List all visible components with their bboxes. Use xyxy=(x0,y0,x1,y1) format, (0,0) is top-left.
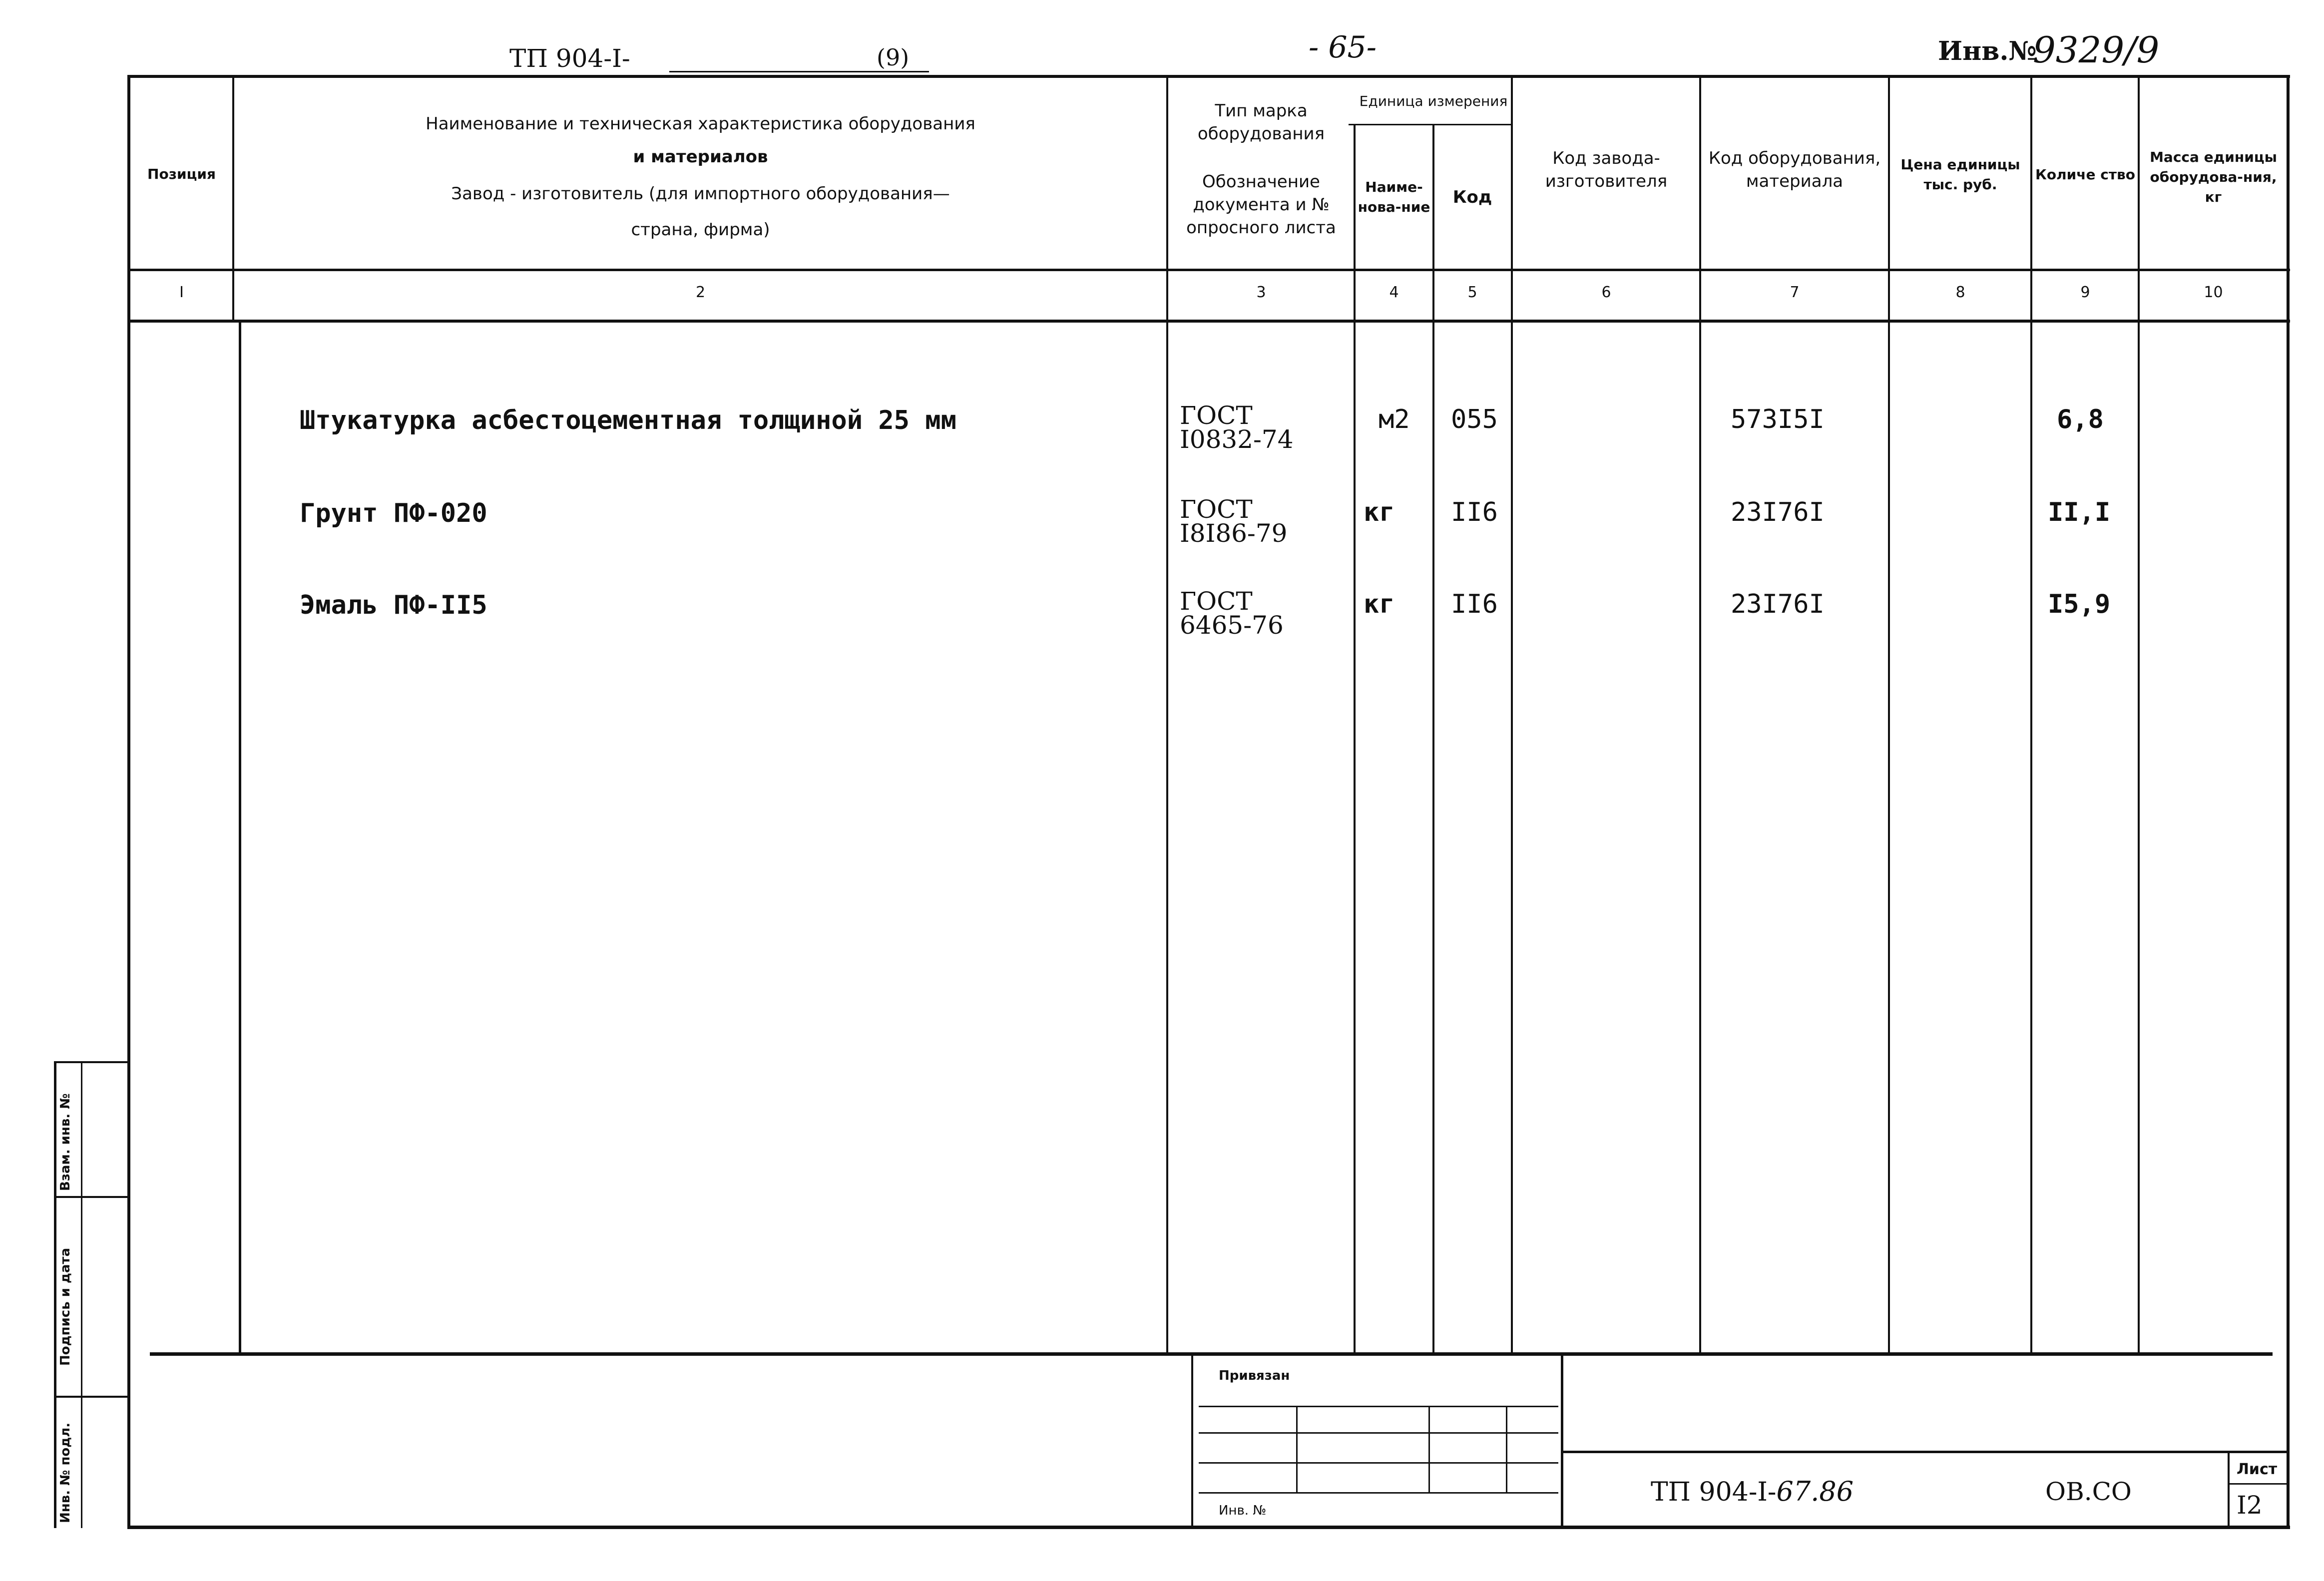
col-divider-4 xyxy=(1432,124,1434,1353)
header-name-line3: Завод - изготовитель (для импортного оборудования— xyxy=(451,184,950,204)
header-position: Позиция xyxy=(147,166,216,182)
top-sheet-parens: (9) xyxy=(877,44,910,71)
colnum-8: 8 xyxy=(1955,284,1965,301)
header-unit-price: Цена единицы тыс. руб. xyxy=(1900,156,2020,193)
side-stamp-div-1 xyxy=(54,1196,129,1198)
header-unit-mass: Масса единицы оборудова-ния, кг xyxy=(2150,149,2277,205)
binding-row-3 xyxy=(1199,1462,1558,1464)
col-divider-5 xyxy=(1511,75,1513,1353)
item-name: Штукатурка асбестоцементная толщиной 25 мм xyxy=(300,405,956,435)
binding-box-left xyxy=(1191,1356,1193,1528)
header-plant-code: Код завода-изготовителя xyxy=(1545,148,1668,191)
side-stamp-sign-date: Подпись и дата xyxy=(58,1247,73,1366)
col-divider-1-body xyxy=(239,320,241,1353)
side-stamp-zam-inv: Взам. инв. № xyxy=(58,1093,73,1191)
item-quantity: I5,9 xyxy=(2048,589,2111,619)
title-doc-code-hand: 67.86 xyxy=(1776,1476,1854,1507)
frame-left-border xyxy=(127,75,130,1529)
item-material-code: 23I76I xyxy=(1731,497,1825,527)
top-doc-code-underline xyxy=(669,71,929,72)
sheet-number: I2 xyxy=(2237,1491,2263,1520)
header-name-line4: страна, фирма) xyxy=(631,220,770,240)
colnum-2: 2 xyxy=(695,284,706,301)
header-equipment-code: Код оборудования, материала xyxy=(1708,148,1881,191)
item-material-code: 23I76I xyxy=(1731,589,1825,619)
item-gost-number: I8I86-79 xyxy=(1180,519,1288,548)
item-gost-label: ГОСТ xyxy=(1180,587,1253,616)
frame-right-border xyxy=(2287,75,2290,1529)
item-gost-number: 6465-76 xyxy=(1180,611,1284,640)
header-unit-group: Единица измерения xyxy=(1359,93,1508,109)
binding-row-1 xyxy=(1199,1406,1558,1407)
col-divider-2 xyxy=(1166,75,1168,1353)
item-quantity: II,I xyxy=(2048,497,2111,527)
side-stamp-mid-border xyxy=(81,1061,82,1528)
inv-number: 9329/9 xyxy=(2033,29,2160,71)
header-type-mark: Тип марка оборудования xyxy=(1197,101,1325,144)
item-unit: кг xyxy=(1364,589,1395,619)
top-doc-code: ТП 904-I- xyxy=(509,44,630,73)
item-unit: кг xyxy=(1364,497,1395,527)
sheet-cell-divider xyxy=(2228,1483,2288,1485)
header-unit-name: Наиме-нова-ние xyxy=(1358,179,1430,215)
header-quantity: Количе ство xyxy=(2035,166,2135,183)
header-unit-code: Код xyxy=(1452,187,1492,207)
col-divider-1 xyxy=(232,75,234,322)
colnum-5: 5 xyxy=(1467,284,1477,301)
title-mark: ОВ.СО xyxy=(2045,1477,2132,1506)
item-unit: м2 xyxy=(1379,404,1410,434)
inv-label: Инв.№ xyxy=(1938,36,2037,66)
header-name-line2: и материалов xyxy=(633,147,768,167)
colnum-1: I xyxy=(179,284,184,301)
binding-row-4 xyxy=(1199,1492,1558,1494)
col-divider-6 xyxy=(1699,75,1701,1353)
header-doc-designation: Обозначение документа и № опросного листа xyxy=(1186,172,1336,238)
side-stamp-div-2 xyxy=(54,1396,129,1398)
binding-inv-label: Инв. № xyxy=(1219,1503,1267,1518)
item-unit-code: 055 xyxy=(1451,404,1498,434)
binding-box-right xyxy=(1561,1356,1563,1528)
header-bottom-border xyxy=(127,269,2290,271)
item-name: Эмаль ПФ-II5 xyxy=(300,590,487,620)
colnum-4: 4 xyxy=(1389,284,1399,301)
side-stamp-left-border xyxy=(54,1061,56,1528)
sheet-label: Лист xyxy=(2237,1461,2278,1478)
col-divider-9 xyxy=(2138,75,2140,1353)
unit-group-divider xyxy=(1349,124,1511,125)
colnum-6: 6 xyxy=(1601,284,1611,301)
colnum-9: 9 xyxy=(2080,284,2090,301)
side-stamp-inv-podl: Инв. № подл. xyxy=(58,1422,73,1523)
header-name-line1: Наименование и техническая характеристика оборудования xyxy=(426,114,975,134)
table-top-border xyxy=(127,75,2290,78)
colnum-7: 7 xyxy=(1790,284,1800,301)
binding-col-1 xyxy=(1296,1406,1298,1493)
side-stamp-top xyxy=(54,1061,129,1063)
item-material-code: 573I5I xyxy=(1731,404,1825,434)
item-name: Грунт ПФ-020 xyxy=(300,498,487,528)
title-block-top xyxy=(1563,1451,2288,1453)
item-gost-number: I0832-74 xyxy=(1180,425,1294,454)
sheet-cell-left xyxy=(2228,1453,2230,1528)
binding-label: Привязан xyxy=(1219,1368,1290,1383)
table-bottom-border xyxy=(150,1352,2273,1356)
item-unit-code: II6 xyxy=(1451,589,1498,619)
title-doc-code-print: ТП 904-I- xyxy=(1651,1477,1777,1507)
colnum-bottom-border xyxy=(127,320,2290,323)
item-unit-code: II6 xyxy=(1451,497,1498,527)
colnum-3: 3 xyxy=(1256,284,1266,301)
binding-row-2 xyxy=(1199,1432,1558,1434)
binding-col-3 xyxy=(1506,1406,1507,1493)
col-divider-8 xyxy=(2030,75,2032,1353)
item-quantity: 6,8 xyxy=(2057,404,2104,434)
title-doc-code xyxy=(1651,1476,1854,1507)
col-divider-3 xyxy=(1354,124,1356,1353)
colnum-10: 10 xyxy=(2204,284,2223,301)
item-gost-label: ГОСТ xyxy=(1180,401,1253,430)
binding-col-2 xyxy=(1428,1406,1430,1493)
item-gost-label: ГОСТ xyxy=(1180,495,1253,524)
page-number: - 65- xyxy=(1309,30,1377,65)
col-divider-7 xyxy=(1888,75,1890,1353)
sheet-bottom-border xyxy=(127,1526,2290,1529)
